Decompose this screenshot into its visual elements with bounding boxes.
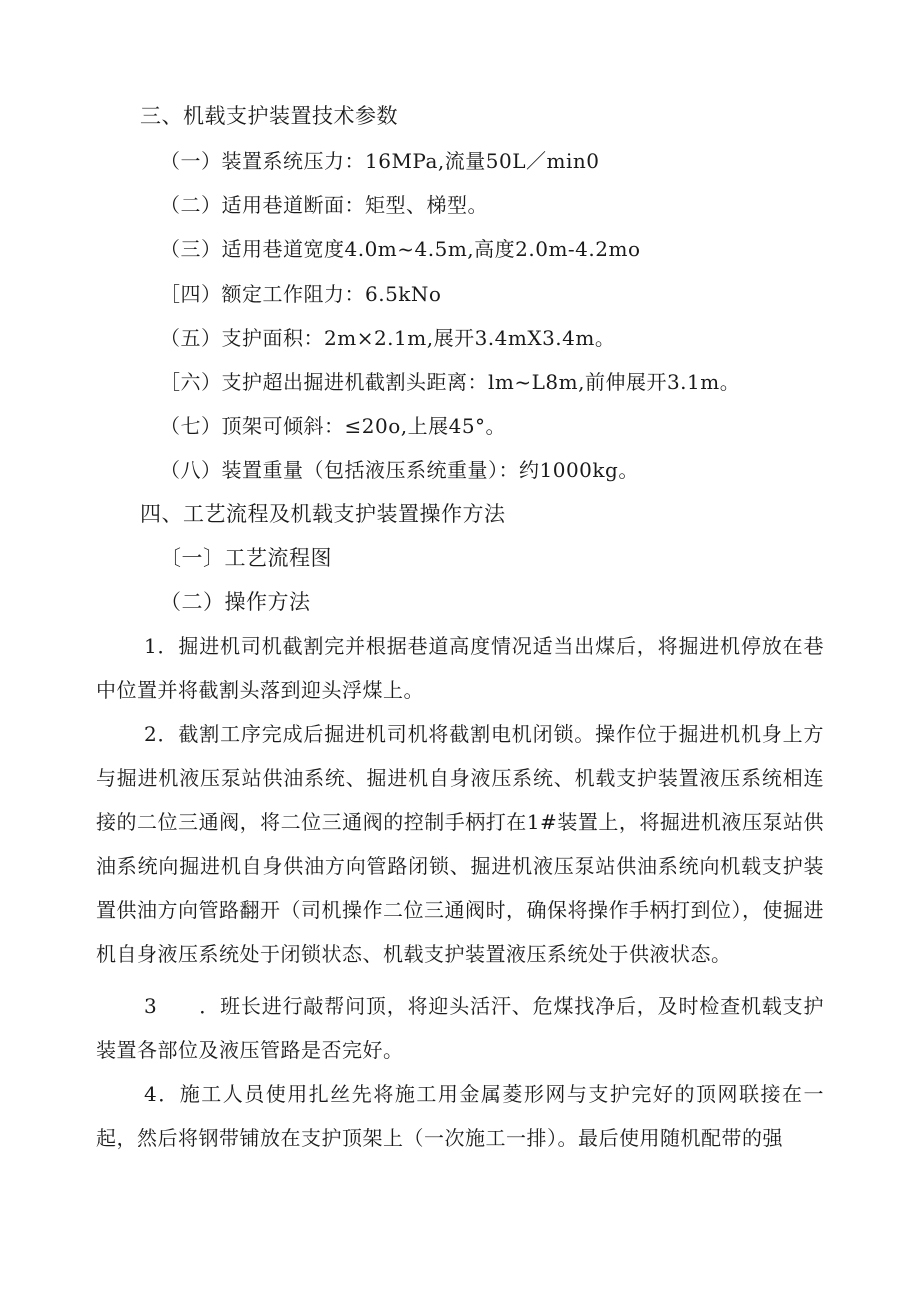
paragraph-2: 2．截割工序完成后掘进机司机将截割电机闭锁。操作位于掘进机机身上方与掘进机液压泵站供油系统、掘进机自身液压系统、机载支护装置液压系统相连接的二位三通阀，将二位三通阀的控制手柄打在1#装置上，将掘进机液压泵站供油系统向掘进机自身供油方向管路闭锁、掘进机液压泵站供油系统向机载支护装置供油方向管路翻开（司机操作二位三通阀时，确保将操作手柄打到位），使掘进机自身液压系统处于闭锁状态、机载支护装置液压系统处于供液状态。 [96,722,824,966]
paragraph-4: 4．施工人员使用扎丝先将施工用金属菱形网与支护完好的顶网联接在一起，然后将钢带铺放在支护顶架上（一次施工一排）。最后使用随机配带的强 [96,1082,824,1150]
param-item-5: （五）支护面积：2m×2.1m,展开3.4mX3.4m。 [160,326,616,350]
param-item-4: ［四）额定工作阻力：6.5kNo [160,282,442,306]
section-4-heading: 四、工艺流程及机载支护装置操作方法 [140,502,506,526]
subsection-operation: （二）操作方法 [160,590,311,614]
param-item-2: （二）适用巷道断面：矩型、梯型。 [160,193,488,217]
operation-paragraphs [96,624,824,1160]
paragraph-1: 1．掘进机司机截割完并根据巷道高度情况适当出煤后，将掘进机停放在巷中位置并将截割头落到迎头浮煤上。 [96,634,824,702]
subsection-flowchart: 〔一〕工艺流程图 [160,546,332,570]
param-item-3: （三）适用巷道宽度4.0m~4.5m,高度2.0m-4.2mo [160,237,641,261]
param-item-1: （一）装置系统压力：16MPa,流量50L／min0 [160,149,600,173]
paragraph-3: 3 ．班长进行敲帮问顶，将迎头活汗、危煤找净后，及时检查机载支护装置各部位及液压管路是否完好。 [96,994,824,1062]
param-item-8: （八）装置重量（包括液压系统重量）：约1000kg。 [160,458,639,482]
section-3-heading: 三、机载支护装置技术参数 [140,104,398,128]
param-item-7: （七）顶架可倾斜：≤20o,上展45°。 [160,414,507,438]
param-item-6: ［六）支护超出掘进机截割头距离：lm~L8m,前伸展开3.1m。 [160,370,741,394]
